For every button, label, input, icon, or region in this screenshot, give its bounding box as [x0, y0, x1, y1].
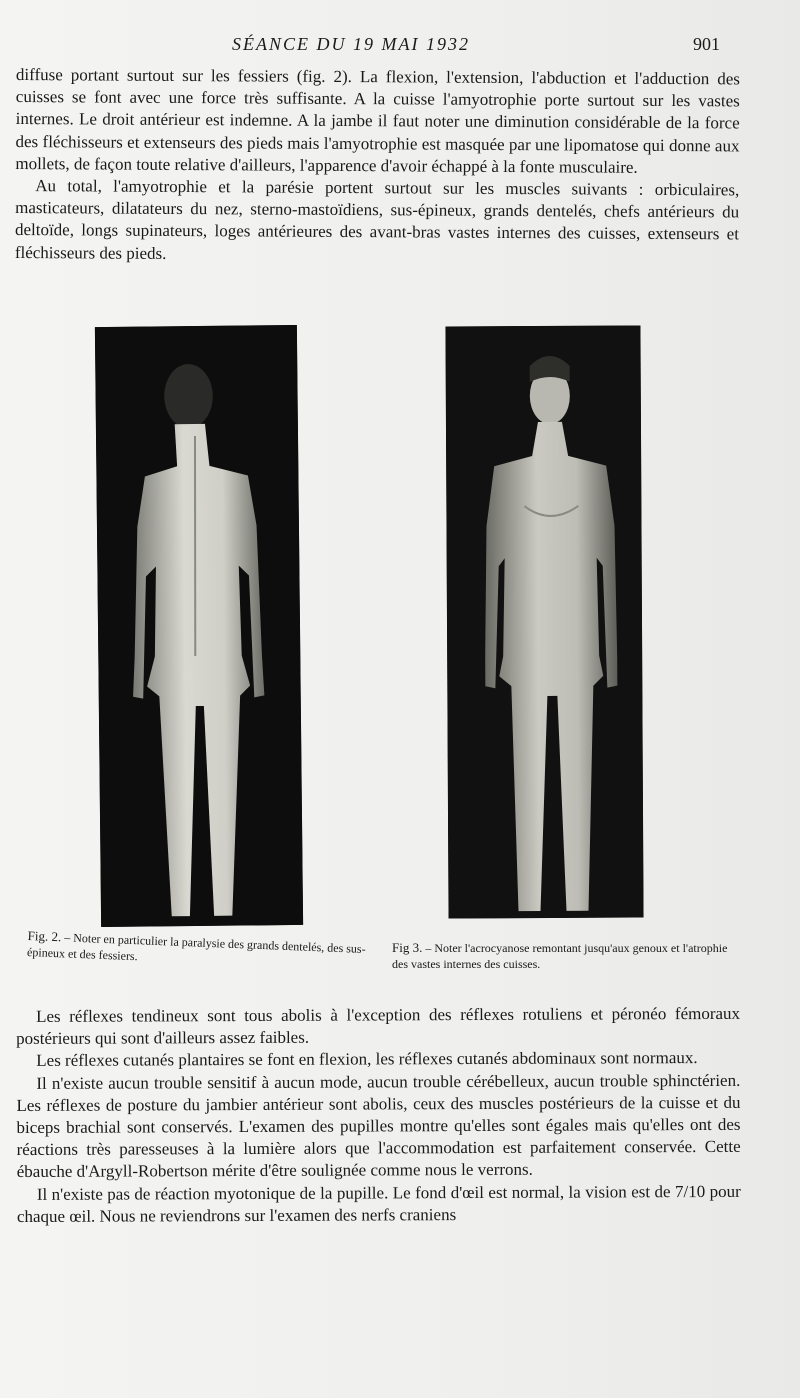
figure-2-caption-text: – Noter en particulier la paralysie des grands dentelés, des sus-épineux et des fessiers.: [26, 930, 366, 964]
page-number: 901: [693, 34, 720, 54]
page-header: [0, 34, 800, 58]
figure-3-caption-text: – Noter l'acrocyanose remontant jusqu'aux genoux et l'atrophie des vastes internes des cuisses.: [392, 941, 728, 971]
figure-2-label: Fig. 2.: [27, 928, 62, 945]
paragraph: Il n'existe pas de réaction myotonique de la pupille. Le fond d'œil est normal, la vision est de 7/10 pour chaque œil. Nous ne reviendrons sur l'examen des nerfs craniens: [16, 1181, 741, 1226]
figure-3-image: [445, 325, 643, 918]
paragraph: Les réflexes cutanés plantaires se font en flexion, les réflexes cutanés abdominaux sont normaux.: [36, 1048, 698, 1071]
paragraph: Il n'existe aucun trouble sensitif à aucun mode, aucun trouble cérébelleux, aucun trouble sphinctérien. Les réflexes de posture du jambier antérieur sont abolis, ceux des muscles postérieurs de la cuisse et du biceps brachial sont conservés. L'examen des pupilles montre qu'elles sont égales mais qu'elles ont des réactions très paresseuses à la lumière alors que l'accommodation est parfaitement conservée. Cette ébauche d'Argyll-Robertson mérite d'être soulignée comme nous le verrons.: [16, 1070, 741, 1182]
paragraph: diffuse portant surtout sur les fessiers (fig. 2). La flexion, l'extension, l'abduction et l'adduction des cuisses se font avec une force très suffisante. A la cuisse l'amyotrophie porte surtout sur les vastes internes. Le droit antérieur est indemne. A la jambe il faut noter une diminution considérable de la force des fléchisseurs et extenseurs des pieds mais l'amyotrophie est masquée par une lipomatose qui donne aux mollets, de façon toute relative d'ailleurs, l'apparence d'avoir échappé à la fonte musculaire.: [15, 64, 740, 177]
figure-3-label: Fig 3.: [392, 940, 423, 955]
body-text-top: [15, 64, 740, 268]
figure-2-image: [95, 325, 303, 927]
paragraph: Au total, l'amyotrophie et la parésie portent surtout sur les muscles suivants : orbiculaires, masticateurs, dilatateurs du nez, sterno-mastoïdiens, sus-épineux, grands dentelés, chefs antérieurs du deltoïde, longs supinateurs, loges antérieures des avant-bras vastes internes des cuisses, extenseurs et fléchisseurs des pieds.: [14, 176, 740, 263]
figure-3-caption: [392, 940, 742, 972]
running-head: SÉANCE DU 19 MAI 1932: [232, 34, 470, 54]
paragraph: Les réflexes tendineux sont tous abolis à l'exception des réflexes rotuliens et péronéo fémoraux postérieurs qui sont d'ailleurs assez faibles.: [16, 1003, 741, 1049]
figure-3-photograph: [445, 325, 643, 918]
figure-2-photograph: [95, 325, 303, 927]
body-text-bottom: [16, 1003, 741, 1228]
